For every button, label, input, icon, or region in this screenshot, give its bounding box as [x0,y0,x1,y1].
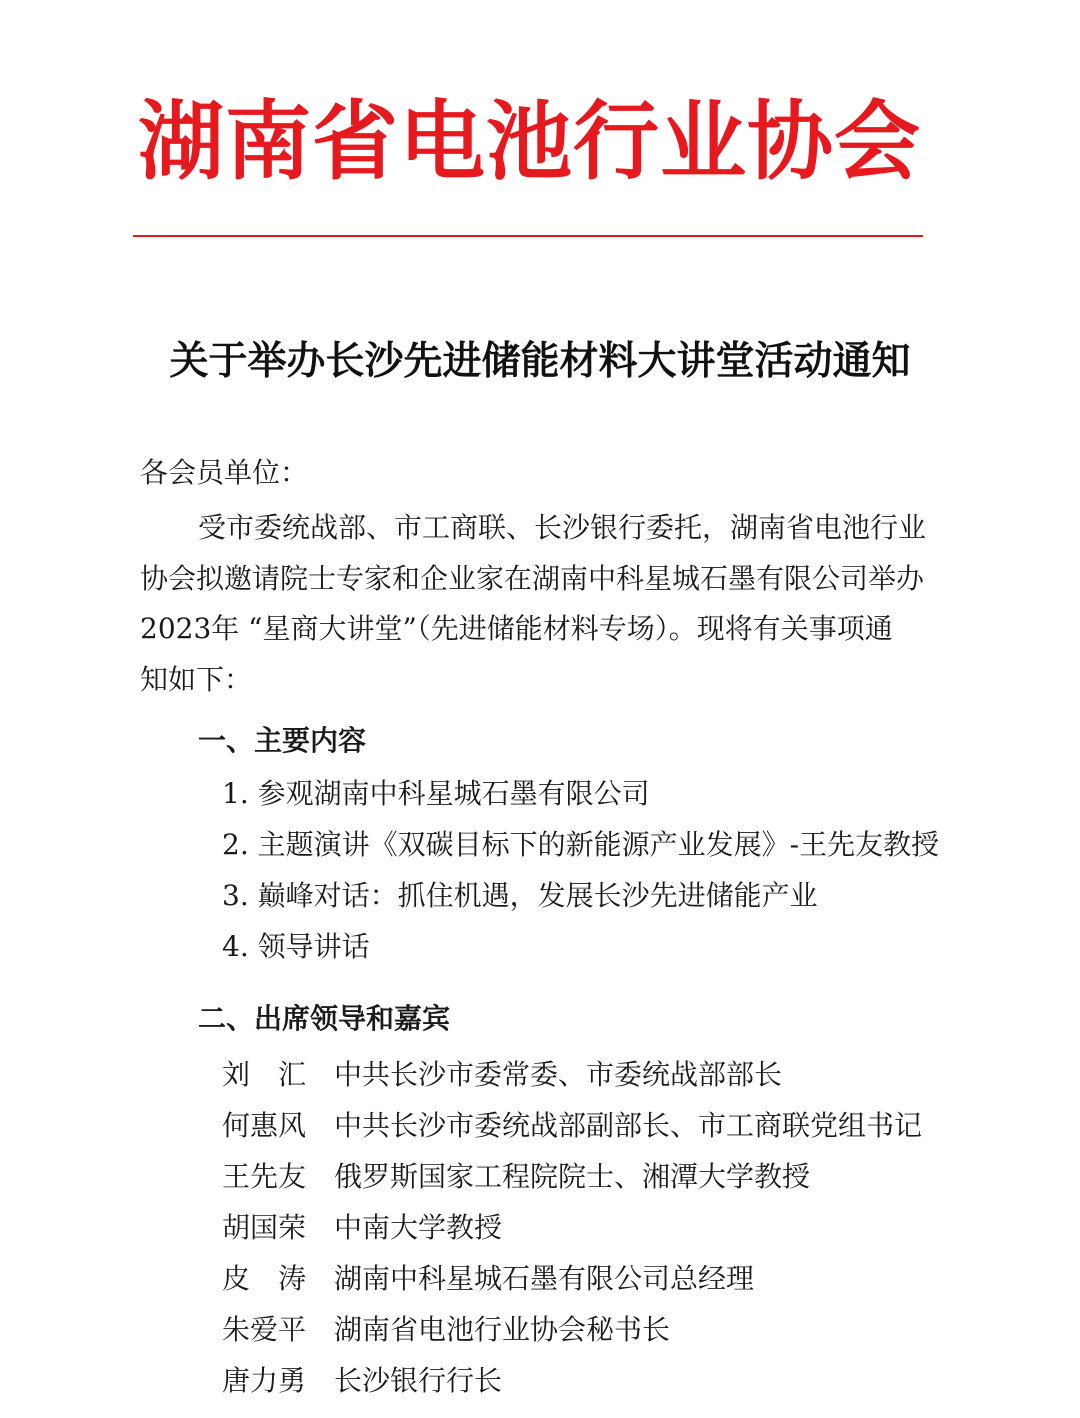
guest-role: 中共长沙市委常委、市委统战部部长 [334,1058,783,1091]
agenda-list [222,768,939,972]
document-title: 关于举办长沙先进储能材料大讲堂活动通知 [169,339,911,384]
guest-row [222,1151,922,1202]
guest-role: 俄罗斯国家工程院院士、湘潭大学教授 [334,1160,811,1193]
guest-name: 刘汇 [222,1058,306,1091]
intro-line: 协会拟邀请院士专家和企业家在湖南中科星城石墨有限公司举办 [140,561,925,595]
salutation: 各会员单位： [140,456,309,489]
guest-name: 王先友 [222,1160,307,1193]
organization-header: 湖南省电池行业协会 [138,92,921,192]
guest-name: 皮涛 [222,1262,306,1295]
intro-line: 受市委统战部、市工商联、长沙银行委托，湖南省电池行业 [198,511,927,544]
intro-line: 2023年 “星商大讲堂”（先进储能材料专场）。现将有关事项通 [140,612,893,645]
guest-row [222,1355,922,1406]
agenda-item: 1. 参观湖南中科星城石墨有限公司 [222,777,650,810]
header-divider [133,235,923,237]
guest-name: 何惠风 [222,1109,307,1142]
intro-paragraph [140,503,940,705]
guest-role: 长沙银行行长 [334,1364,503,1397]
intro-line: 知如下： [140,662,253,696]
guest-role: 中共长沙市委统战部副部长、市工商联党组书记 [334,1109,923,1142]
guest-name: 胡国荣 [222,1211,307,1244]
guest-row [222,1202,922,1253]
guest-role: 湖南省电池行业协会秘书长 [334,1313,671,1346]
guest-list [222,1049,922,1406]
agenda-item: 3. 巅峰对话：抓住机遇，发展长沙先进储能产业 [222,879,818,912]
guest-role: 中南大学教授 [334,1211,503,1244]
guest-role: 湖南中科星城石墨有限公司总经理 [334,1262,755,1295]
guest-row [222,1049,922,1100]
guest-row [222,1304,922,1355]
guest-row [222,1100,922,1151]
section-heading-guests: 二、出席领导和嘉宾 [198,1002,451,1035]
agenda-item: 2. 主题演讲《双碳目标下的新能源产业发展》-王先友教授 [222,828,940,861]
section-heading-main-content: 一、主要内容 [198,724,367,757]
guest-row [222,1253,922,1304]
guest-name: 唐力勇 [222,1364,307,1397]
guest-name: 朱爱平 [222,1313,307,1346]
agenda-item: 4. 领导讲话 [222,930,370,963]
